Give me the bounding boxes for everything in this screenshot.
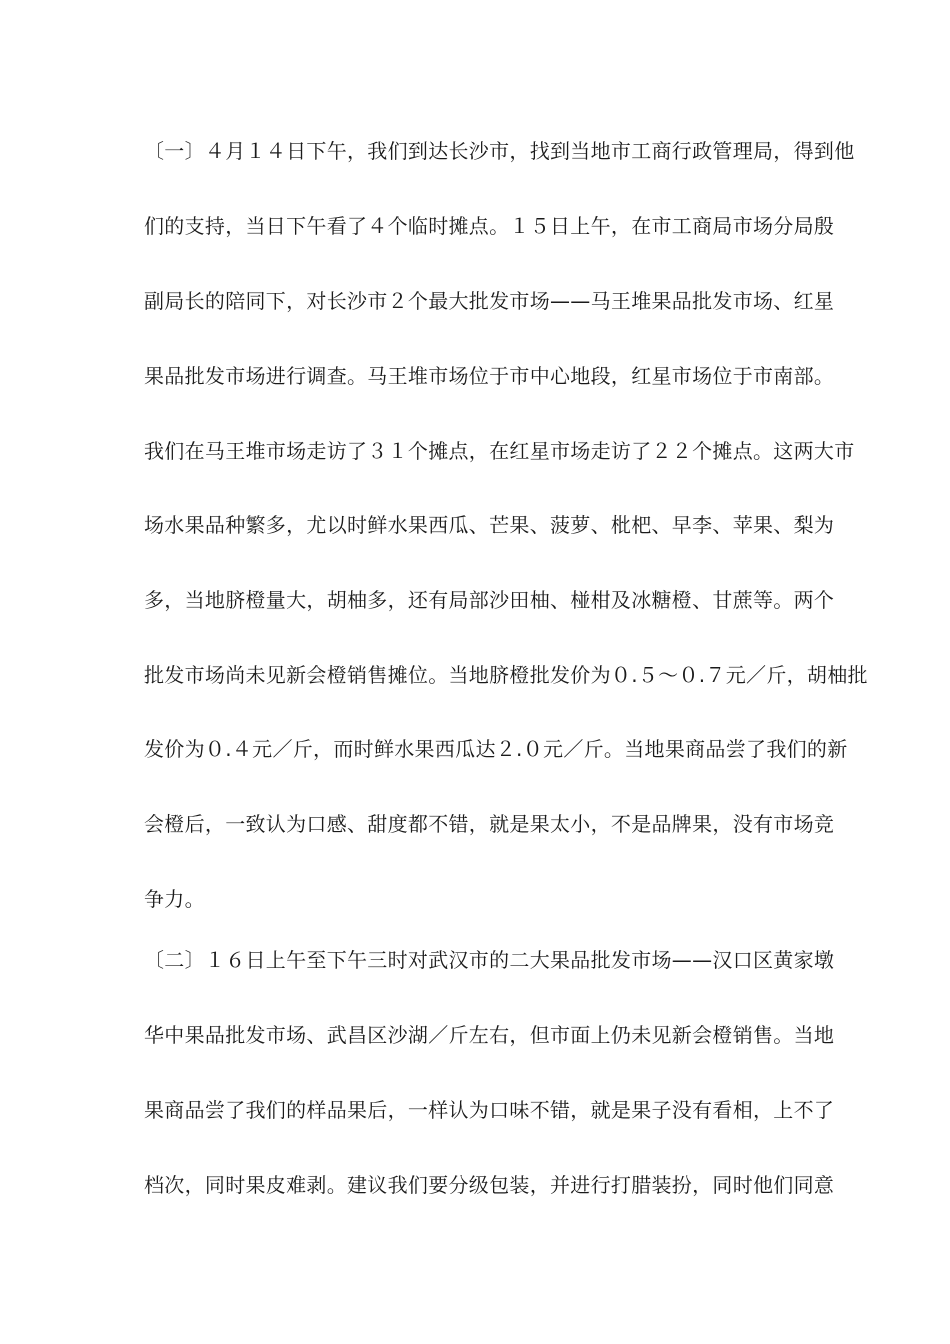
paragraph-1-line-3: 副局长的陪同下，对长沙市２个最大批发市场——马王堆果品批发市场、红星 <box>144 289 835 313</box>
paragraph-2-line-4: 档次，同时果皮难剥。建议我们要分级包装，并进行打腊装扮，同时他们同意 <box>144 1173 835 1197</box>
paragraph-1-line-5: 我们在马王堆市场走访了３１个摊点，在红星市场走访了２２个摊点。这两大市 <box>144 439 855 463</box>
paragraph-1-line-1: 〔一〕４月１４日下午，我们到达长沙市，找到当地市工商行政管理局，得到他 <box>144 139 855 163</box>
paragraph-1-line-8: 批发市场尚未见新会橙销售摊位。当地脐橙批发价为０.５～０.７元／斤，胡柚批 <box>144 663 868 687</box>
paragraph-1-line-2: 们的支持，当日下午看了４个临时摊点。１５日上午，在市工商局市场分局殷 <box>144 214 835 238</box>
paragraph-1-line-9: 发价为０.４元／斤，而时鲜水果西瓜达２.０元／斤。当地果商品尝了我们的新 <box>144 737 848 761</box>
paragraph-2-line-2: 华中果品批发市场、武昌区沙湖／斤左右，但市面上仍未见新会橙销售。当地 <box>144 1023 835 1047</box>
paragraph-2-line-1: 〔二〕１６日上午至下午三时对武汉市的二大果品批发市场——汉口区黄家墩 <box>144 948 835 972</box>
paragraph-1-line-4: 果品批发市场进行调查。马王堆市场位于市中心地段，红星市场位于市南部。 <box>144 364 835 388</box>
paragraph-2-line-3: 果商品尝了我们的样品果后，一样认为口味不错，就是果子没有看相，上不了 <box>144 1098 835 1122</box>
paragraph-1-line-11: 争力。 <box>144 887 205 911</box>
paragraph-1-line-7: 多，当地脐橙量大，胡柚多，还有局部沙田柚、椪柑及冰糖橙、甘蔗等。两个 <box>144 588 835 612</box>
paragraph-1-line-10: 会橙后，一致认为口感、甜度都不错，就是果太小，不是品牌果，没有市场竞 <box>144 812 835 836</box>
paragraph-1-line-6: 场水果品种繁多，尤以时鲜水果西瓜、芒果、菠萝、枇杷、早李、苹果、梨为 <box>144 513 835 537</box>
